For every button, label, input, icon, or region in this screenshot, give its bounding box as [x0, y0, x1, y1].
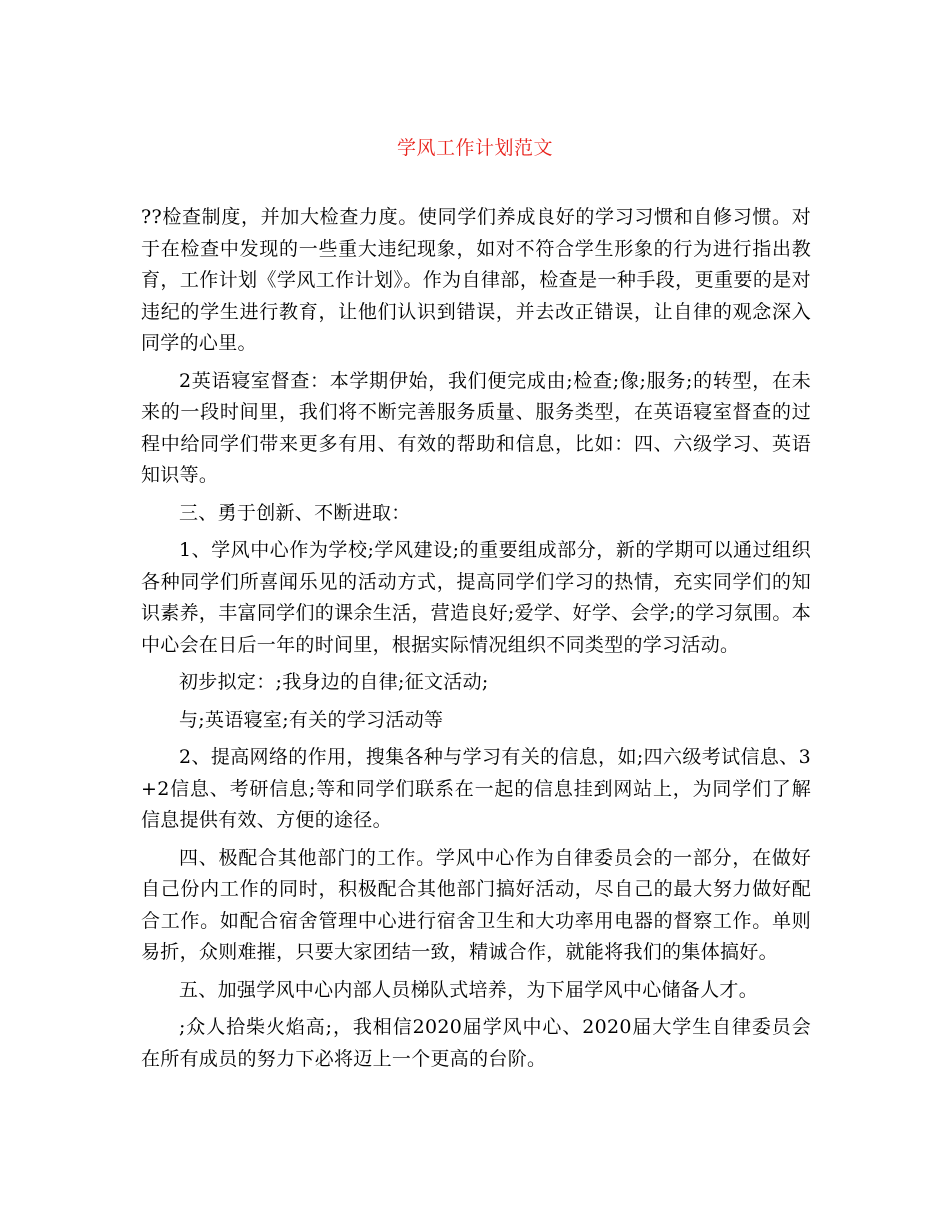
paragraph-english-dorm-activities: 与;英语寝室;有关的学习活动等 — [179, 708, 444, 731]
paragraph-study-activities: 1、学风中心作为学校;学风建设;的重要组成部分，新的学期可以通过组织各种同学们所喜闻乐见的活动方式，提高同学们学习的热情，充实同学们的知识素养，丰富同学们的课余生活，营造良好;爱学、好学、会学;的学习氛围。本中心会在日后一年的时间里，根据实际情况组织不同类型的学习活动。 — [141, 539, 811, 656]
paragraph-network-role: 2、提高网络的作用，搜集各种与学习有关的信息，如;四六级考试信息、3+2信息、考研信息;等和同学们联系在一起的信息挂到网站上，为同学们了解信息提供有效、方便的途径。 — [141, 746, 811, 831]
paragraph-closing: ;众人拾柴火焰高;，我相信2020届学风中心、2020届大学生自律委员会在所有成员的努力下必将迈上一个更高的台阶。 — [141, 1016, 811, 1070]
paragraph-preliminary-plan: 初步拟定：;我身边的自律;征文活动; — [179, 671, 489, 693]
section-heading-innovation: 三、勇于创新、不断进取： — [179, 501, 411, 524]
paragraph-talent-training: 五、加强学风中心内部人员梯队式培养，为下届学风中心储备人才。 — [179, 978, 759, 1001]
paragraph-english-dorm-supervision: 2英语寝室督查：本学期伊始，我们便完成由;检查;像;服务;的转型，在未来的一段时间里，我们将不断完善服务质量、服务类型，在英语寝室督查的过程中给同学们带来更多有用、有效的帮助和信息，比如：四、六级学习、英语知识等。 — [141, 369, 811, 486]
paragraph-cooperation: 四、极配合其他部门的工作。学风中心作为自律委员会的一部分，在做好自己份内工作的同时，积极配合其他部门搞好活动，尽自己的最大努力做好配合工作。如配合宿舍管理中心进行宿舍卫生和大功率用电器的督察工作。单则易折，众则难摧，只要大家团结一致，精诚合作，就能将我们的集体搞好。 — [141, 846, 811, 963]
document-body — [141, 202, 811, 1081]
document-title: 学风工作计划范文 — [396, 137, 553, 159]
paragraph-inspection-system: ??检查制度，并加大检查力度。使同学们养成良好的学习习惯和自修习惯。对于在检查中发现的一些重大违纪现象，如对不符合学生形象的行为进行指出教育，工作计划《学风工作计划》。作为自律部，检查是一种手段，更重要的是对违纪的学生进行教育，让他们认识到错误，并去改正错误，让自律的观念深入同学的心里。 — [141, 206, 811, 354]
